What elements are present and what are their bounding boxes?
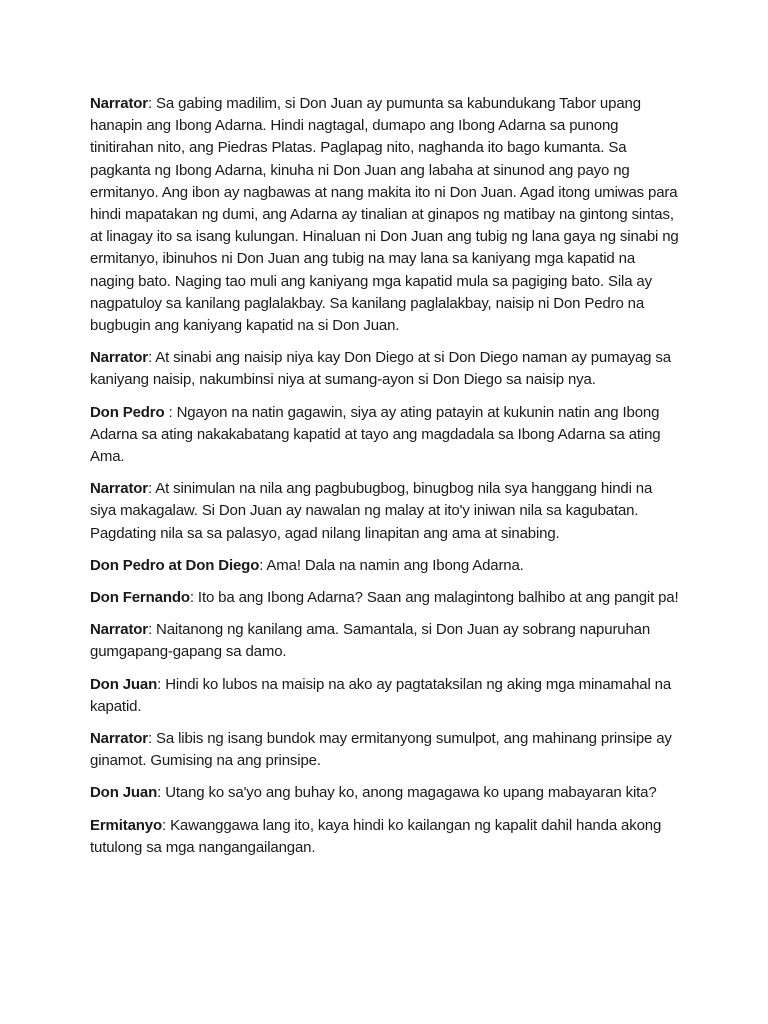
- dialogue-paragraph: [90, 815, 682, 859]
- speaker-name: Don Fernando: [90, 589, 190, 607]
- speaker-name: Narrator: [90, 730, 148, 748]
- speaker-separator: :: [157, 675, 166, 693]
- dialogue-text: Kawanggawa lang ito, kaya hindi ko kailangan ng kapalit dahil handa akong tutulong sa mga nangangailangan.: [90, 816, 662, 856]
- speaker-separator: :: [259, 556, 267, 574]
- speaker-separator: :: [148, 95, 157, 112]
- dialogue-paragraph: [90, 619, 682, 663]
- dialogue-paragraph: [90, 555, 682, 577]
- dialogue-paragraph: [90, 402, 682, 469]
- dialogue-paragraph: [90, 478, 682, 545]
- speaker-name: Narrator: [90, 621, 148, 639]
- dialogue-paragraph: [90, 782, 682, 804]
- dialogue-paragraph: [90, 728, 682, 772]
- dialogue-text: Ama! Dala na namin ang Ibong Adarna.: [266, 556, 524, 574]
- speaker-separator: :: [148, 480, 156, 498]
- speaker-name: Narrator: [90, 349, 148, 367]
- speaker-separator: :: [157, 784, 166, 802]
- dialogue-text: Ngayon na natin gagawin, siya ay ating patayin at kukunin natin ang Ibong Adarna sa ating nakakabatang kapatid at tayo ang magdadala sa Ibong Adarna sa ating Ama.: [90, 403, 661, 466]
- speaker-name: Don Juan: [90, 675, 158, 693]
- document-page: [90, 93, 682, 869]
- speaker-separator: :: [148, 730, 157, 748]
- speaker-separator: :: [148, 349, 156, 367]
- speaker-name: Narrator: [90, 480, 148, 498]
- dialogue-paragraph: [90, 347, 682, 391]
- speaker-separator: :: [189, 589, 198, 607]
- speaker-name: Ermitanyo: [90, 816, 163, 834]
- dialogue-text: Sa libis ng isang bundok may ermitanyong sumulpot, ang mahinang prinsipe ay ginamot. Gumising na ang prinsipe.: [90, 730, 672, 770]
- speaker-name: Don Pedro at Don Diego: [90, 556, 260, 574]
- dialogue-paragraph: [90, 93, 682, 337]
- dialogue-paragraph: [90, 674, 682, 718]
- dialogue-text: Naitanong ng kanilang ama. Samantala, si Don Juan ay sobrang napuruhan gumgapang-gapang sa damo.: [90, 621, 651, 661]
- dialogue-text: Utang ko sa'yo ang buhay ko, anong magagawa ko upang mabayaran kita?: [165, 784, 657, 802]
- dialogue-text: Ito ba ang Ibong Adarna? Saan ang malagintong balhibo at ang pangit pa!: [197, 589, 679, 607]
- speaker-separator: :: [162, 816, 171, 834]
- dialogue-text: At sinabi ang naisip niya kay Don Diego at si Don Diego naman ay pumayag sa kaniyang naisip, nakumbinsi niya at sumang-ayon si Don Diego sa naisip nya.: [90, 349, 671, 389]
- speaker-name: Don Pedro: [90, 403, 165, 421]
- dialogue-text: Sa gabing madilim, si Don Juan ay pumunta sa kabundukang Tabor upang hanapin ang Ibong Adarna. Hindi nagtagal, dumapo ang Ibong Adarna sa punong tinitirahan nito, ang Piedras Platas. Paglapag nito, naghanda ito bago kumanta. Sa pagkanta ng Ibong Adarna, kinuha ni Don Juan ang labaha at sinunod ang payo ng ermitanyo. Ang ibon ay nagbawas at nang makita ito ni Don Juan. Agad itong umiwas para hindi mapatakan ng dumi, ang Adarna ay tinalian at ginapos ng matibay na gintong sintas, at linagay ito sa isang kulungan. Hinaluan ni Don Juan ang tubig ng lana gaya ng sinabi ng ermitanyo, ibinuhos ni Don Juan ang tubig na may lana sa kaniyang mga kapatid na naging bato. Naging tao muli ang kaniyang mga kapatid mula sa pagiging bato. Sila ay nagpatuloy sa kanilang paglalakbay. Sa kanilang paglalakbay, naisip ni Don Pedro na bugbugin ang kaniyang kapatid na si Don Juan.: [90, 95, 679, 335]
- speaker-name: Narrator: [90, 95, 148, 112]
- dialogue-paragraph: [90, 587, 682, 609]
- speaker-separator: :: [164, 403, 177, 421]
- dialogue-text: At sinimulan na nila ang pagbubugbog, binugbog nila sya hanggang hindi na siya makagalaw. Si Don Juan ay nawalan ng malay at ito'y iniwan nila sa kagubatan. Pagdating nila sa sa palasyo, agad nilang linapitan ang ama at sinabing.: [90, 480, 653, 542]
- dialogue-text: Hindi ko lubos na maisip na ako ay pagtataksilan ng aking mga minamahal na kapatid.: [90, 675, 672, 715]
- speaker-separator: :: [148, 621, 157, 639]
- speaker-name: Don Juan: [90, 784, 158, 802]
